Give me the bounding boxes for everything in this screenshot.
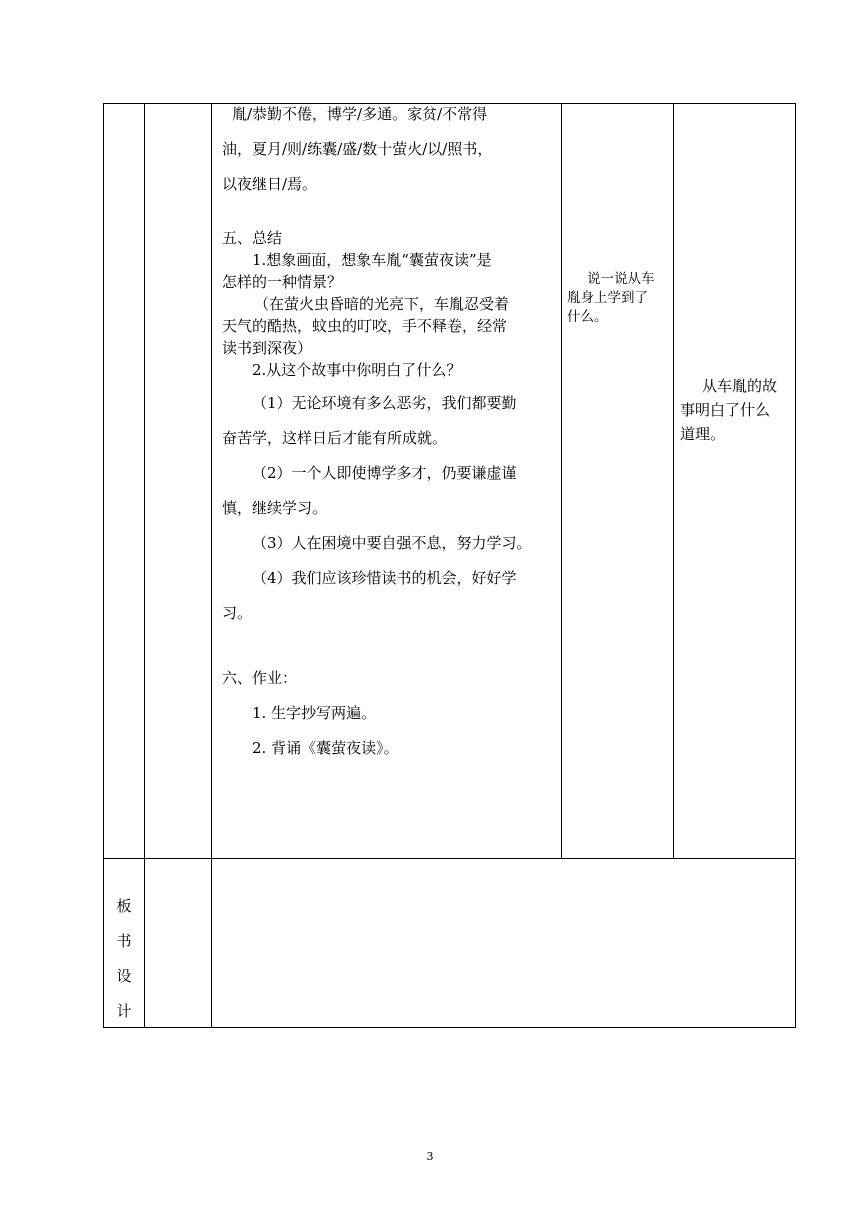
label-char: 计 <box>116 1002 132 1020</box>
point-line: （2）一个人即使博学多才，仍要谦虚谨 <box>252 464 517 482</box>
student-activity-cell <box>567 270 671 327</box>
intent-line: 从车胤的故 <box>702 377 778 395</box>
teaching-content-cell <box>222 102 557 766</box>
question-line: 2.从这个故事中你明白了什么？ <box>252 361 462 379</box>
section-heading-homework: 六、作业： <box>222 669 298 687</box>
homework-item: 1. 生字抄写两遍。 <box>252 704 377 722</box>
table-column-line-3 <box>561 103 562 859</box>
answer-line: 天气的酷热，蚊虫的叮咬，手不释卷，经常 <box>222 317 508 335</box>
text-line: 油，夏月/则/练囊/盛/数十萤火/以/照书， <box>222 140 493 158</box>
text-line: 胤/恭勤不倦，博学/多通。家贫/不常得 <box>232 105 488 123</box>
board-design-content <box>212 859 795 1027</box>
design-intent-cell <box>680 374 794 446</box>
intent-line: 事明白了什么 <box>680 401 771 419</box>
point-line: （1）无论环境有多么恶劣，我们都要勤 <box>252 394 517 412</box>
point-line: （4）我们应该珍惜读书的机会，好好学 <box>252 569 517 587</box>
table-border-bottom <box>103 1027 796 1028</box>
text-line: 以夜继日/焉。 <box>222 175 318 193</box>
points-list <box>222 386 557 631</box>
activity-line: 说一说从车 <box>587 271 655 287</box>
table-column-line-1 <box>144 103 145 1028</box>
point-line: 习。 <box>222 604 253 622</box>
point-line: 奋苦学，这样日后才能有所成就。 <box>222 429 448 447</box>
intent-line: 道理。 <box>680 425 726 443</box>
point-line: 慎，继续学习。 <box>222 499 328 517</box>
question-line: 1.想象画面，想象车胤“囊萤夜读”是 <box>252 251 492 269</box>
table-border-right <box>795 103 796 1028</box>
board-design-label <box>104 889 144 1029</box>
answer-line: 读书到深夜） <box>222 339 313 357</box>
activity-line: 胤身上学到了 <box>567 290 648 306</box>
label-char: 板 <box>116 897 132 915</box>
answer-line: （在萤火虫昏暗的光亮下，车胤忍受着 <box>254 295 510 313</box>
section-heading-summary: 五、总结 <box>222 229 283 247</box>
page-number: 3 <box>426 1150 434 1163</box>
homework-item: 2. 背诵《囊萤夜读》。 <box>252 739 399 757</box>
table-column-line-4 <box>673 103 674 859</box>
point-line: （3）人在困境中要自强不息，努力学习。 <box>252 534 532 552</box>
question-line: 怎样的一种情景？ <box>222 273 343 291</box>
activity-line: 什么。 <box>567 309 608 325</box>
label-char: 设 <box>116 967 132 985</box>
label-char: 书 <box>116 932 132 950</box>
